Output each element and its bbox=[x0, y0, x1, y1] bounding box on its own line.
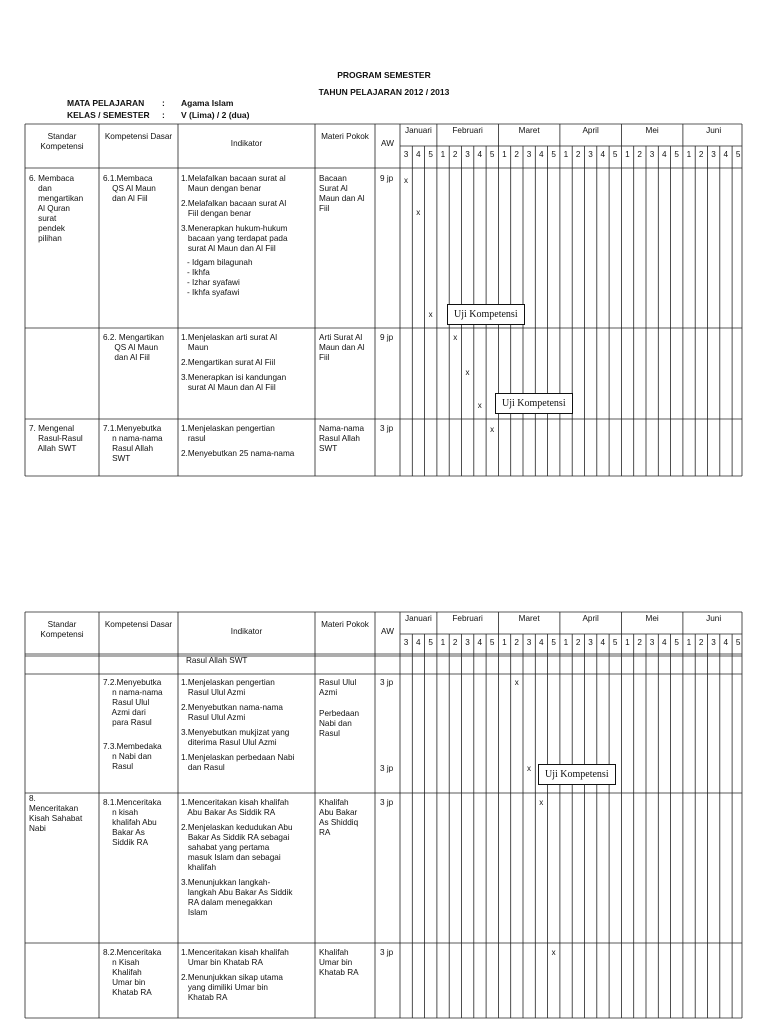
week-number: 5 bbox=[428, 150, 433, 159]
column-header-materi-pokok: Materi Pokok bbox=[321, 132, 369, 141]
week-number: 4 bbox=[539, 638, 544, 647]
week-number: 2 bbox=[698, 150, 704, 159]
indicator-item: 3.Menyebutkan mukjizat yang diterima Rasul Ulul Azmi bbox=[181, 728, 290, 747]
month-header-maret: Maret bbox=[518, 126, 540, 135]
document-title: PROGRAM SEMESTER bbox=[337, 70, 431, 80]
table1-row2-materi: Arti Surat Al Maun dan Al Fiil bbox=[319, 333, 365, 362]
week-number: 2 bbox=[452, 150, 458, 159]
week-number: 2 bbox=[637, 638, 642, 647]
week-number: 4 bbox=[600, 638, 606, 647]
indicator-item: 2.Menyebutkan nama-nama Rasul Ulul Azmi bbox=[181, 703, 283, 722]
table2-row3-kd: 8.2.Menceritaka n Kisah Khalifah Umar bin Khatab RA bbox=[103, 948, 162, 997]
table1-row1-indicators bbox=[181, 174, 311, 298]
schedule-mark: x bbox=[514, 678, 519, 687]
week-number: 1 bbox=[563, 638, 569, 647]
week-number: 3 bbox=[588, 150, 593, 159]
table1-row3-indicators bbox=[181, 424, 311, 464]
week-number: 1 bbox=[440, 638, 446, 647]
indicator-item: 1.Menceritakan kisah khalifah Umar bin Khatab RA bbox=[181, 948, 289, 967]
week-number: 1 bbox=[686, 638, 692, 647]
class-label: KELAS / SEMESTER bbox=[67, 110, 150, 120]
schedule-mark: x bbox=[527, 764, 531, 773]
table1-row3-sk: 7. Mengenal Rasul-Rasul Allah SWT bbox=[29, 424, 83, 453]
table2-row3-aw: 3 jp bbox=[380, 948, 394, 957]
uji-kompetensi-box: Uji Kompetensi bbox=[538, 764, 616, 785]
week-number: 3 bbox=[711, 150, 716, 159]
month-header-mei: Mei bbox=[645, 126, 659, 135]
week-number: 2 bbox=[637, 150, 642, 159]
week-number: 4 bbox=[539, 150, 544, 159]
table1-row2-kd: 6.2. Mengartikan QS Al Maun dan Al Fiil bbox=[103, 333, 164, 362]
week-number: 1 bbox=[502, 638, 507, 647]
week-number: 4 bbox=[662, 638, 667, 647]
week-number: 2 bbox=[452, 638, 458, 647]
week-number: 4 bbox=[600, 150, 606, 159]
month-header-juni: Juni bbox=[706, 614, 722, 623]
month-header-januari: Januari bbox=[405, 614, 432, 623]
table2-row1-aw2: 3 jp bbox=[380, 764, 394, 773]
week-number: 5 bbox=[489, 638, 495, 647]
schedule-mark: x bbox=[551, 948, 556, 957]
week-number: 4 bbox=[662, 150, 667, 159]
indicator-item: 2.Melafalkan bacaan surat Al Fiil dengan benar bbox=[181, 199, 287, 218]
month-header-februari: Februari bbox=[452, 614, 483, 623]
column-header-standar-kompetensi: Standar Kompetensi bbox=[40, 132, 84, 151]
week-number: 3 bbox=[649, 638, 655, 647]
week-number: 3 bbox=[526, 638, 532, 647]
table1-row3-kd: 7.1.Menyebutka n nama-nama Rasul Allah SWT bbox=[103, 424, 163, 463]
week-number: 3 bbox=[403, 150, 409, 159]
table2-row1-aw1: 3 jp bbox=[380, 678, 394, 687]
indicator-item: 2.Menyebutkan 25 nama-nama bbox=[181, 449, 295, 458]
table1-row2-indicators bbox=[181, 333, 311, 398]
week-number: 3 bbox=[465, 638, 470, 647]
week-number: 5 bbox=[551, 150, 556, 159]
week-number: 5 bbox=[612, 638, 618, 647]
class-value: V (Lima) / 2 (dua) bbox=[181, 110, 250, 120]
week-number: 4 bbox=[723, 638, 729, 647]
indicator-sub-item: - Ikhfa syafawi bbox=[187, 288, 240, 297]
table2-row2-materi: Khalifah Abu Bakar As Shiddiq RA bbox=[319, 798, 359, 837]
week-number: 2 bbox=[575, 638, 581, 647]
table1-row1-materi: Bacaan Surat Al Maun dan Al Fiil bbox=[319, 174, 365, 213]
week-number: 5 bbox=[612, 150, 618, 159]
indicator-item: 3.Menerapkan hukum-hukum bacaan yang terdapat pada surat Al Maun dan Al Fiil bbox=[181, 224, 288, 253]
month-header-februari: Februari bbox=[452, 126, 483, 135]
schedule-mark: x bbox=[404, 176, 408, 185]
week-number: 2 bbox=[514, 150, 519, 159]
week-number: 3 bbox=[403, 638, 409, 647]
table2-continued-text: Rasul Allah SWT bbox=[186, 656, 248, 665]
column-header-aw: AW bbox=[381, 139, 394, 148]
week-number: 1 bbox=[625, 638, 630, 647]
week-number: 5 bbox=[674, 638, 679, 647]
table2-row1-materi1: Rasul Ulul Azmi bbox=[319, 678, 357, 697]
table1-row3-materi: Nama-nama Rasul Allah SWT bbox=[319, 424, 365, 453]
column-header-indikator: Indikator bbox=[230, 139, 263, 148]
week-number: 2 bbox=[575, 150, 581, 159]
column-header-standar-kompetensi: Standar Kompetensi bbox=[40, 620, 84, 639]
table2-row1-kd1: 7.2.Menyebutka n nama-nama Rasul Ulul Azmi dari para Rasul bbox=[103, 678, 163, 727]
week-number: 4 bbox=[723, 150, 729, 159]
class-separator: : bbox=[162, 110, 165, 120]
week-number: 3 bbox=[588, 638, 593, 647]
column-header-kompetensi-dasar: Kompetensi Dasar bbox=[104, 132, 173, 141]
week-number: 1 bbox=[625, 150, 630, 159]
indicator-sub-item: - Ikhfa bbox=[187, 268, 210, 277]
indicator-item: 2.Menjelaskan kedudukan Abu Bakar As Siddik RA sebagai sahabat yang pertama masuk Islam dan sebagai khalifah bbox=[181, 823, 293, 872]
week-number: 1 bbox=[440, 150, 446, 159]
table1-row1-kd: 6.1.Membaca QS Al Maun dan Al Fiil bbox=[103, 174, 156, 203]
week-number: 4 bbox=[477, 638, 483, 647]
table2-row1-indicators bbox=[181, 678, 311, 778]
table2-row3-materi: Khalifah Umar bin Khatab RA bbox=[319, 948, 359, 977]
uji-kompetensi-box: Uji Kompetensi bbox=[447, 304, 525, 325]
week-number: 1 bbox=[686, 150, 692, 159]
week-number: 5 bbox=[735, 638, 741, 647]
subject-separator: : bbox=[162, 98, 165, 108]
indicator-item: 3.Menunjukkan langkah- langkah Abu Bakar As Siddik RA dalam menegakkan Islam bbox=[181, 878, 293, 917]
month-header-april: April bbox=[582, 126, 599, 135]
week-number: 5 bbox=[735, 150, 741, 159]
subject-label: MATA PELAJARAN bbox=[67, 98, 145, 108]
uji-kompetensi-box: Uji Kompetensi bbox=[495, 393, 573, 414]
week-number: 4 bbox=[416, 150, 421, 159]
week-number: 1 bbox=[563, 150, 569, 159]
table2-row1-materi2: Perbedaan Nabi dan Rasul bbox=[319, 709, 360, 738]
column-header-materi-pokok: Materi Pokok bbox=[321, 620, 369, 629]
week-number: 1 bbox=[502, 150, 507, 159]
week-number: 2 bbox=[514, 638, 519, 647]
schedule-mark: x bbox=[477, 401, 482, 410]
month-header-januari: Januari bbox=[405, 126, 432, 135]
column-header-aw: AW bbox=[381, 627, 394, 636]
week-number: 4 bbox=[416, 638, 421, 647]
document-subtitle: TAHUN PELAJARAN 2012 / 2013 bbox=[318, 87, 450, 97]
schedule-mark: x bbox=[490, 425, 495, 434]
indicator-item: 3.Menerapkan isi kandungan surat Al Maun dan Al Fiil bbox=[181, 373, 287, 392]
indicator-item: 1.Melafalkan bacaan surat al Maun dengan benar bbox=[181, 174, 286, 193]
table2-row2-kd: 8.1.Menceritaka n kisah khalifah Abu Bakar As Siddik RA bbox=[103, 798, 162, 847]
week-number: 5 bbox=[489, 150, 495, 159]
indicator-item: 1.Menjelaskan arti surat Al Maun bbox=[181, 333, 278, 352]
week-number: 4 bbox=[477, 150, 483, 159]
schedule-mark: x bbox=[539, 798, 544, 807]
schedule-mark: x bbox=[416, 208, 421, 217]
month-header-april: April bbox=[582, 614, 599, 623]
table1-row3-aw: 3 jp bbox=[380, 424, 394, 433]
schedule-mark: x bbox=[453, 333, 458, 342]
table2-row2-aw: 3 jp bbox=[380, 798, 394, 807]
week-number: 5 bbox=[674, 150, 679, 159]
indicator-item: 1.Menjelaskan perbedaan Nabi dan Rasul bbox=[181, 753, 295, 772]
indicator-item: 2.Menunjukkan sikap utama yang dimiliki Umar bin Khatab RA bbox=[181, 973, 283, 1002]
month-header-mei: Mei bbox=[645, 614, 659, 623]
month-header-maret: Maret bbox=[518, 614, 540, 623]
table2-row2-sk: 8. Menceritakan Kisah Sahabat Nabi bbox=[29, 794, 83, 833]
week-number: 5 bbox=[551, 638, 556, 647]
subject-value: Agama Islam bbox=[181, 98, 234, 108]
table1-row2-aw: 9 jp bbox=[380, 333, 394, 342]
indicator-sub-item: - Izhar syafawi bbox=[187, 278, 240, 287]
column-header-indikator: Indikator bbox=[230, 627, 263, 636]
week-number: 5 bbox=[428, 638, 433, 647]
week-number: 3 bbox=[711, 638, 716, 647]
schedule-mark: x bbox=[465, 368, 470, 377]
indicator-item: 1.Menceritakan kisah khalifah Abu Bakar As Siddik RA bbox=[181, 798, 289, 817]
indicator-sub-item: - Idgam bilagunah bbox=[187, 258, 253, 267]
column-header-kompetensi-dasar: Kompetensi Dasar bbox=[104, 620, 173, 629]
table2-row3-indicators bbox=[181, 948, 311, 1008]
table2-row2-indicators bbox=[181, 798, 311, 923]
schedule-mark: x bbox=[428, 310, 433, 319]
table1-row1-aw: 9 jp bbox=[380, 174, 394, 183]
week-number: 3 bbox=[526, 150, 532, 159]
table1-row1-sk: 6. Membaca dan mengartikan Al Quran surat pendek pilihan bbox=[29, 174, 84, 243]
indicator-item: 1.Menjelaskan pengertian rasul bbox=[181, 424, 275, 443]
week-number: 3 bbox=[649, 150, 655, 159]
week-number: 2 bbox=[698, 638, 704, 647]
indicator-item: 1.Menjelaskan pengertian Rasul Ulul Azmi bbox=[181, 678, 275, 697]
indicator-item: 2.Mengartikan surat Al Fiil bbox=[181, 358, 276, 367]
week-number: 3 bbox=[465, 150, 470, 159]
table2-row1-kd2: 7.3.Membedaka n Nabi dan Rasul bbox=[103, 742, 162, 771]
month-header-juni: Juni bbox=[706, 126, 722, 135]
